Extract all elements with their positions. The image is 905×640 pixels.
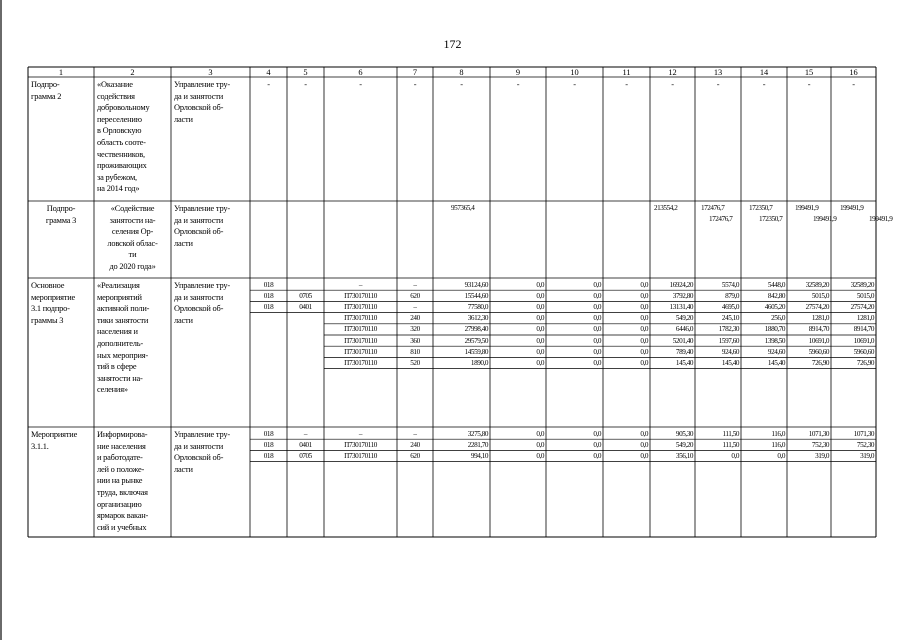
main31-responsible-line: да и занятости — [174, 292, 224, 302]
sub3-title-line: «Содействие — [110, 204, 155, 213]
sub2-dash: - — [625, 80, 628, 89]
act311-cell: 0,0 — [536, 429, 544, 438]
main31-cell: 27998,40 — [464, 325, 488, 334]
sub3-title-line: ловской облас- — [107, 238, 158, 248]
column-header-5: 5 — [303, 67, 308, 77]
act311-cell: 0,0 — [536, 451, 544, 460]
act311-responsible-line: Управление тру- — [174, 430, 230, 439]
column-header-16: 16 — [849, 67, 858, 77]
sub3-col12: 213554,2 — [654, 204, 678, 212]
act311-cell: 0,0 — [731, 451, 739, 460]
sub3-name-line: грамма 3 — [45, 215, 77, 225]
sub3-col15-overprint: 199491,9 — [813, 215, 837, 223]
sub3-col16-overprint: 199491,9 — [869, 215, 893, 223]
main31-cell: 726,90 — [856, 358, 874, 367]
main31-cell: 4695,0 — [721, 302, 739, 311]
main31-cell: – — [413, 280, 417, 289]
sub3-responsible-line: да и занятости — [174, 215, 224, 225]
act311-name-line: Мероприятие — [31, 430, 78, 439]
page-number: 172 — [443, 37, 462, 51]
act311-cell: 018 — [263, 429, 274, 438]
main31-cell: 5448,0 — [767, 280, 785, 289]
main31-cell: 018 — [263, 280, 274, 289]
sub2-responsible-line: Орловской об- — [174, 103, 224, 113]
act311-cell: 116,0 — [771, 440, 785, 449]
act311-cell: 0401 — [299, 440, 312, 449]
sub2-title-line: «Оказание — [97, 80, 133, 89]
act311-cell: 018 — [263, 440, 274, 449]
main31-cell: 0401 — [299, 302, 312, 311]
main31-cell: 4605,20 — [764, 302, 785, 311]
main31-cell: 0,0 — [593, 302, 601, 311]
act311-cell: 549,20 — [675, 440, 693, 449]
sub3-col15: 199491,9 — [795, 204, 819, 212]
main31-cell: 5015,0 — [856, 291, 874, 300]
act311-title-line: нии на рынке — [97, 476, 143, 486]
sub2-title-line: за рубежом, — [97, 172, 137, 182]
act311-cell: 905,30 — [675, 429, 693, 438]
main31-cell: 8914,70 — [808, 325, 829, 334]
column-header-7: 7 — [412, 67, 418, 77]
column-header-12: 12 — [668, 67, 677, 77]
main31-cell: 5201,40 — [672, 336, 693, 345]
main31-cell: 0,0 — [640, 336, 648, 345]
main31-cell: 0,0 — [536, 325, 544, 334]
act311-cell: 1071,30 — [808, 429, 829, 438]
main31-cell: 0,0 — [640, 280, 648, 289]
main31-title-line: селения» — [97, 385, 128, 395]
main31-cell: 726,90 — [811, 358, 829, 367]
sub2-title-line: добровольному — [97, 103, 150, 113]
main31-cell: П730170110 — [344, 358, 377, 367]
main31-cell: 0,0 — [536, 336, 544, 345]
act311-cell: П730170110 — [344, 451, 377, 460]
main31-cell: 0,0 — [640, 347, 648, 356]
main31-cell: 1281,0 — [811, 314, 829, 323]
act311-cell: 620 — [410, 451, 420, 460]
main31-cell: 8914,70 — [853, 325, 874, 334]
main31-cell: 1890,0 — [470, 358, 488, 367]
act311-cell: 752,30 — [856, 440, 874, 449]
column-header-9: 9 — [515, 67, 521, 77]
act311-cell: 0,0 — [640, 429, 648, 438]
main31-cell: 842,80 — [767, 291, 785, 300]
main31-cell: 0,0 — [536, 314, 544, 323]
main31-title-line: населения и — [97, 327, 138, 337]
main31-cell: 1880,70 — [764, 325, 785, 334]
act311-title-line: и работодате- — [97, 453, 143, 463]
main31-cell: 93124,60 — [464, 280, 488, 289]
main31-title-line: дополнитель- — [97, 339, 143, 348]
sub3-title-line: ти — [128, 250, 137, 260]
column-header-4: 4 — [266, 67, 271, 77]
column-header-3: 3 — [208, 67, 213, 77]
main31-cell: П730170110 — [344, 347, 377, 356]
main31-cell: П730170110 — [344, 336, 377, 345]
act311-cell: 018 — [263, 451, 274, 460]
main31-cell: 1398,50 — [764, 336, 785, 345]
act311-cell: – — [358, 429, 363, 438]
act311-cell: 0,0 — [777, 451, 785, 460]
sub2-responsible-line: ласти — [174, 114, 193, 124]
column-header-1: 1 — [58, 67, 64, 77]
main31-cell: 0,0 — [536, 347, 544, 356]
main31-cell: 0,0 — [536, 280, 544, 289]
main31-cell: 0,0 — [536, 291, 544, 300]
main31-cell: 145,40 — [767, 358, 785, 367]
act311-title-line: сий и учебных — [97, 522, 147, 532]
sub3-responsible-line: Орловской об- — [174, 227, 224, 237]
sub2-title-line: содействия — [97, 91, 135, 101]
main31-cell: 0,0 — [640, 302, 648, 311]
main31-cell: 14559,80 — [464, 347, 488, 356]
sub2-dash: - — [460, 80, 463, 89]
sub3-col14-overprint: 172350,7 — [759, 215, 783, 223]
main31-cell: 29579,50 — [464, 336, 488, 345]
main31-cell: 549,20 — [675, 314, 693, 323]
main31-cell: 5574,0 — [721, 280, 739, 289]
main31-cell: 5960,60 — [853, 347, 874, 356]
act311-title-line: лей о положе- — [97, 464, 145, 474]
sub2-responsible-line: да и занятости — [174, 91, 224, 101]
column-header-10: 10 — [570, 67, 579, 77]
main31-cell: 245,10 — [721, 314, 739, 323]
sub2-responsible-line: Управление тру- — [174, 80, 230, 89]
main31-cell: 789,40 — [675, 347, 693, 356]
act311-cell: 0,0 — [640, 451, 648, 460]
main31-cell: 0,0 — [593, 314, 601, 323]
act311-cell: – — [413, 429, 417, 438]
sub2-title-line: переселению — [97, 114, 142, 124]
sub2-title-line: в Орловскую — [97, 126, 142, 136]
sub3-col14: 172350,7 — [749, 204, 773, 212]
main31-responsible-line: Управление тру- — [174, 281, 230, 290]
main31-cell: 018 — [263, 302, 274, 311]
sub2-dash: - — [807, 80, 811, 89]
column-header-11: 11 — [622, 67, 631, 77]
act311-cell: 0,0 — [640, 440, 648, 449]
act311-title-line: ярмарок вакан- — [97, 511, 149, 521]
main31-cell: 27574,20 — [850, 302, 874, 311]
column-header-15: 15 — [804, 67, 814, 77]
main31-cell: 240 — [410, 314, 420, 323]
main31-title-line: тики занятости — [97, 315, 149, 325]
column-header-6: 6 — [358, 67, 363, 77]
act311-cell: 111,50 — [722, 440, 739, 449]
main31-cell: 3612,30 — [467, 314, 488, 323]
column-header-2: 2 — [130, 67, 135, 77]
sub3-col8: 957365,4 — [451, 204, 475, 212]
sub3-title-line: до 2020 года» — [109, 262, 156, 271]
act311-cell: 994,10 — [470, 451, 488, 460]
main31-cell: 6446,0 — [675, 325, 693, 334]
sub2-dash: - — [413, 80, 417, 89]
sub2-title-line: проживающих — [97, 161, 147, 171]
main31-cell: 5960,60 — [808, 347, 829, 356]
main31-cell: 256,0 — [771, 314, 785, 323]
sub3-responsible-line: ласти — [174, 238, 193, 248]
main31-responsible-line: ласти — [174, 315, 193, 325]
sub2-name-line: грамма 2 — [31, 91, 62, 101]
act311-cell: 1071,30 — [853, 429, 874, 438]
act311-title-line: организацию — [97, 499, 142, 509]
main31-cell: 1281,0 — [856, 314, 874, 323]
main31-cell: 320 — [410, 325, 420, 334]
main31-cell: 145,40 — [721, 358, 739, 367]
act311-cell: 319,0 — [860, 451, 874, 460]
sub2-dash: - — [304, 80, 307, 89]
act311-cell: 0,0 — [593, 429, 601, 438]
main31-cell: 0,0 — [536, 358, 544, 367]
main31-title-line: тий в сфере — [97, 362, 137, 372]
main31-cell: – — [413, 302, 417, 311]
main31-cell: 0705 — [299, 291, 312, 300]
main31-name-line: 3.1 подпро- — [31, 304, 70, 314]
main31-cell: 10691,0 — [808, 336, 829, 345]
main31-name-line: граммы 3 — [31, 315, 64, 325]
main31-cell: 27574,20 — [805, 302, 829, 311]
main31-cell: 0,0 — [640, 314, 648, 323]
main31-cell: 3792,80 — [672, 291, 693, 300]
sub2-dash: - — [516, 80, 520, 89]
act311-title-line: труда, включая — [97, 488, 148, 497]
main31-cell: 924,60 — [721, 347, 739, 356]
sub3-responsible-line: Управление тру- — [174, 204, 230, 213]
main31-cell: 0,0 — [593, 325, 601, 334]
main31-cell: 0,0 — [593, 280, 601, 289]
act311-cell: – — [303, 429, 308, 438]
main31-cell: 1597,60 — [718, 336, 739, 345]
main31-cell: 0,0 — [593, 291, 601, 300]
main31-title-line: занятости на- — [97, 373, 143, 383]
act311-cell: 0,0 — [536, 440, 544, 449]
main31-cell: П730170110 — [344, 314, 377, 323]
main31-cell: 32589,20 — [805, 280, 829, 289]
act311-cell: 240 — [410, 440, 420, 449]
sub2-dash: - — [573, 80, 576, 89]
main31-cell: 0,0 — [640, 291, 648, 300]
main31-cell: 520 — [410, 358, 420, 367]
main31-cell: 0,0 — [640, 325, 648, 334]
sub2-dash: - — [671, 80, 674, 89]
main31-cell: 924,60 — [767, 347, 785, 356]
main31-cell: 1782,30 — [718, 325, 739, 334]
sub2-title-line: чественников, — [97, 149, 145, 159]
main31-cell: 018 — [263, 291, 274, 300]
main31-cell: 810 — [410, 347, 420, 356]
sub2-name-line: Подпро- — [31, 80, 60, 89]
sub3-col13-overprint: 172476,7 — [709, 215, 733, 223]
main31-cell: – — [358, 280, 363, 289]
act311-cell: 0,0 — [593, 451, 601, 460]
main31-name-line: мероприятие — [31, 292, 76, 302]
act311-cell: 0,0 — [593, 440, 601, 449]
main31-name-line: Основное — [31, 281, 65, 290]
main31-cell: П730170110 — [344, 325, 377, 334]
sub3-name-line: Подпро- — [46, 204, 76, 213]
main31-cell: 0,0 — [536, 302, 544, 311]
main31-cell: 0,0 — [593, 347, 601, 356]
act311-responsible-line: ласти — [174, 464, 193, 474]
act311-cell: 0705 — [299, 451, 312, 460]
main31-cell: 16924,20 — [669, 280, 693, 289]
act311-cell: 356,10 — [675, 451, 693, 460]
main31-cell: 77580,0 — [467, 302, 488, 311]
sub3-col16: 199491,9 — [840, 204, 864, 212]
sub2-title-line: область соотe- — [97, 138, 146, 147]
main31-cell: 145,40 — [675, 358, 693, 367]
act311-title-line: ние населения — [97, 441, 146, 451]
main31-title-line: «Реализация — [97, 281, 140, 290]
main31-cell: 879,0 — [725, 291, 739, 300]
column-header-14: 14 — [759, 67, 769, 77]
main31-cell: 0,0 — [640, 358, 648, 367]
act311-cell: 752,30 — [811, 440, 829, 449]
act311-cell: 3275,80 — [467, 429, 488, 438]
act311-cell: П730170110 — [344, 440, 377, 449]
main31-title-line: ных мероприя- — [97, 350, 148, 360]
column-header-13: 13 — [713, 67, 723, 77]
act311-title-line: Информирова- — [97, 430, 148, 439]
main31-cell: 0,0 — [593, 358, 601, 367]
sub2-dash: - — [762, 80, 766, 89]
main31-title-line: мероприятий — [97, 292, 142, 302]
act311-cell: 111,50 — [722, 429, 739, 438]
act311-cell: 2281,70 — [467, 440, 488, 449]
act311-responsible-line: Орловской об- — [174, 453, 224, 463]
column-header-8: 8 — [459, 67, 464, 77]
sub2-dash: - — [267, 80, 270, 89]
act311-name-line: 3.1.1. — [31, 441, 49, 451]
sub2-dash: - — [716, 80, 720, 89]
main31-cell: 5015,0 — [811, 291, 829, 300]
main31-cell: П730170110 — [344, 291, 377, 300]
main31-cell: П730170110 — [344, 302, 377, 311]
main31-cell: 15544,60 — [464, 291, 488, 300]
sub3-col13: 172476,7 — [701, 204, 725, 212]
act311-responsible-line: да и занятости — [174, 441, 224, 451]
main31-cell: 10691,0 — [853, 336, 874, 345]
main31-cell: 32589,20 — [850, 280, 874, 289]
main31-responsible-line: Орловской об- — [174, 304, 224, 314]
sub2-dash: - — [359, 80, 362, 89]
sub3-title-line: занятости на- — [109, 215, 156, 225]
sub2-dash: - — [852, 80, 855, 89]
sub2-title-line: на 2014 год» — [97, 184, 140, 194]
act311-cell: 319,0 — [815, 451, 829, 460]
sub3-title-line: селения Ор- — [111, 227, 154, 237]
main31-cell: 0,0 — [593, 336, 601, 345]
main31-cell: 620 — [410, 291, 420, 300]
main31-title-line: активной поли- — [97, 304, 150, 314]
main31-cell: 360 — [410, 336, 420, 345]
main31-cell: 13131,40 — [669, 302, 693, 311]
act311-cell: 116,0 — [771, 429, 785, 438]
